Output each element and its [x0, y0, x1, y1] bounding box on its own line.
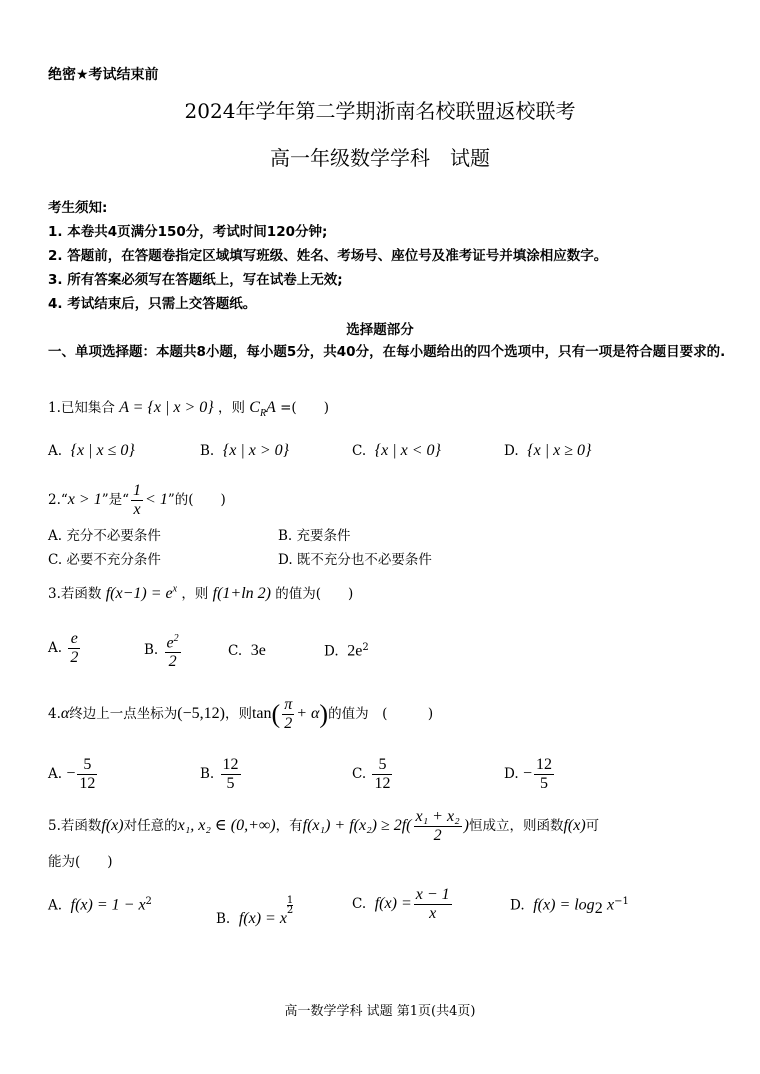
q5-option-d: D. $f(x) = \log_2 x^{-1}$: [510, 896, 629, 918]
q2-option-c: C. 必要不充分条件: [48, 552, 161, 568]
question-4: 4.α终边上一点坐标为(−5,12)，则tan( $\frac{\pi}{2}$ + α)的值为 ( ): [48, 696, 434, 732]
candidate-notes: [48, 196, 607, 316]
q1-stem-mid: ，则: [217, 400, 245, 416]
q4-option-c: C. $\frac{5}{12}$: [352, 756, 391, 792]
q5-option-b: B. f(x) = x $^{\frac{1}{2}}$: [216, 895, 294, 927]
q2-option-b: B. 充要条件: [278, 528, 351, 544]
q5-stem-line2: 能为( ): [48, 854, 113, 870]
q4-option-b: B. $\frac{12}{5}$: [200, 756, 239, 792]
q1-set-a: A = {x | x > 0}: [119, 399, 214, 416]
q1-option-b: B. {x | x > 0}: [200, 442, 290, 459]
note-item: 3. 所有答案必须写在答题纸上，写在试卷上无效;: [48, 272, 343, 288]
note-item: 2. 答题前，在答题卷指定区域填写班级、姓名、考场号、座位号及准考证号并填涂相应数字。: [48, 248, 608, 264]
q3-option-a: A. $\frac{e}{2}$: [48, 630, 79, 666]
q3-option-d: D. $2e^2$: [324, 642, 369, 660]
q1-stem-suffix: =( ): [280, 400, 329, 416]
q2-option-d: D. 既不充分也不必要条件: [278, 552, 432, 568]
exam-subtitle: 高一年级数学学科 试题: [270, 146, 490, 170]
question-5: 5.若函数f(x)对任意的x₁, x₂ ∈ (0,+∞)，有f(x₁) + f(x₂) ≥ 2f( $\frac{\text{x₁ + x₂}}{2}$ )恒成立，则函数f(x)可: [48, 808, 600, 844]
q5-option-c: C. f(x) = $\frac{x - 1}{x}$: [352, 886, 450, 922]
q3-function: $f(x-1) = e^x$: [105, 583, 178, 602]
q2-fraction: $\frac{1}{x}$: [133, 482, 142, 518]
question-3: 3.若函数 $f(x-1) = e^x$ ，则 f(1+ln 2) 的值为( ): [48, 583, 354, 602]
q3-option-b: B. $\frac{e^2}{2}$: [144, 630, 183, 671]
confidential-mark: 绝密★考试结束前: [48, 67, 159, 83]
q1-complement: $C_RA$: [249, 399, 276, 420]
q1-option-c: C. {x | x < 0}: [352, 442, 441, 459]
note-item: 4. 考试结束后，只需上交答题纸。: [48, 296, 257, 312]
q4-option-a: A. − $\frac{5}{12}$: [48, 756, 96, 792]
q1-stem-prefix: 1.已知集合: [48, 400, 115, 416]
q1-option-a: A. {x | x ≤ 0}: [48, 442, 135, 459]
page-footer: 高一数学学科 试题 第1页(共4页): [284, 1004, 476, 1019]
question-2: 2.“x > 1”是“ $\frac{1}{x}$ < 1”的( ): [48, 482, 226, 518]
q5-option-a: A. $f(x) = 1 - x^2$: [48, 896, 152, 914]
q1-option-d: D. {x | x ≥ 0}: [504, 442, 592, 459]
q4-option-d: D. − $\frac{12}{5}$: [504, 756, 552, 792]
section-heading: 选择题部分: [346, 322, 414, 338]
q3-option-c: C. 3e: [228, 642, 266, 659]
notes-heading: 考生须知:: [48, 200, 108, 216]
section-instruction: 一、单项选择题：本题共8小题，每小题5分，共40分，在每小题给出的四个选项中，只有一项是符合题目要求的.: [48, 344, 726, 360]
question-1: [48, 396, 329, 419]
exam-title: 2024年学年第二学期浙南名校联盟返校联考: [184, 99, 576, 123]
note-item: 1. 本卷共4页满分150分，考试时间120分钟;: [48, 224, 328, 240]
q2-option-a: A. 充分不必要条件: [48, 528, 161, 544]
